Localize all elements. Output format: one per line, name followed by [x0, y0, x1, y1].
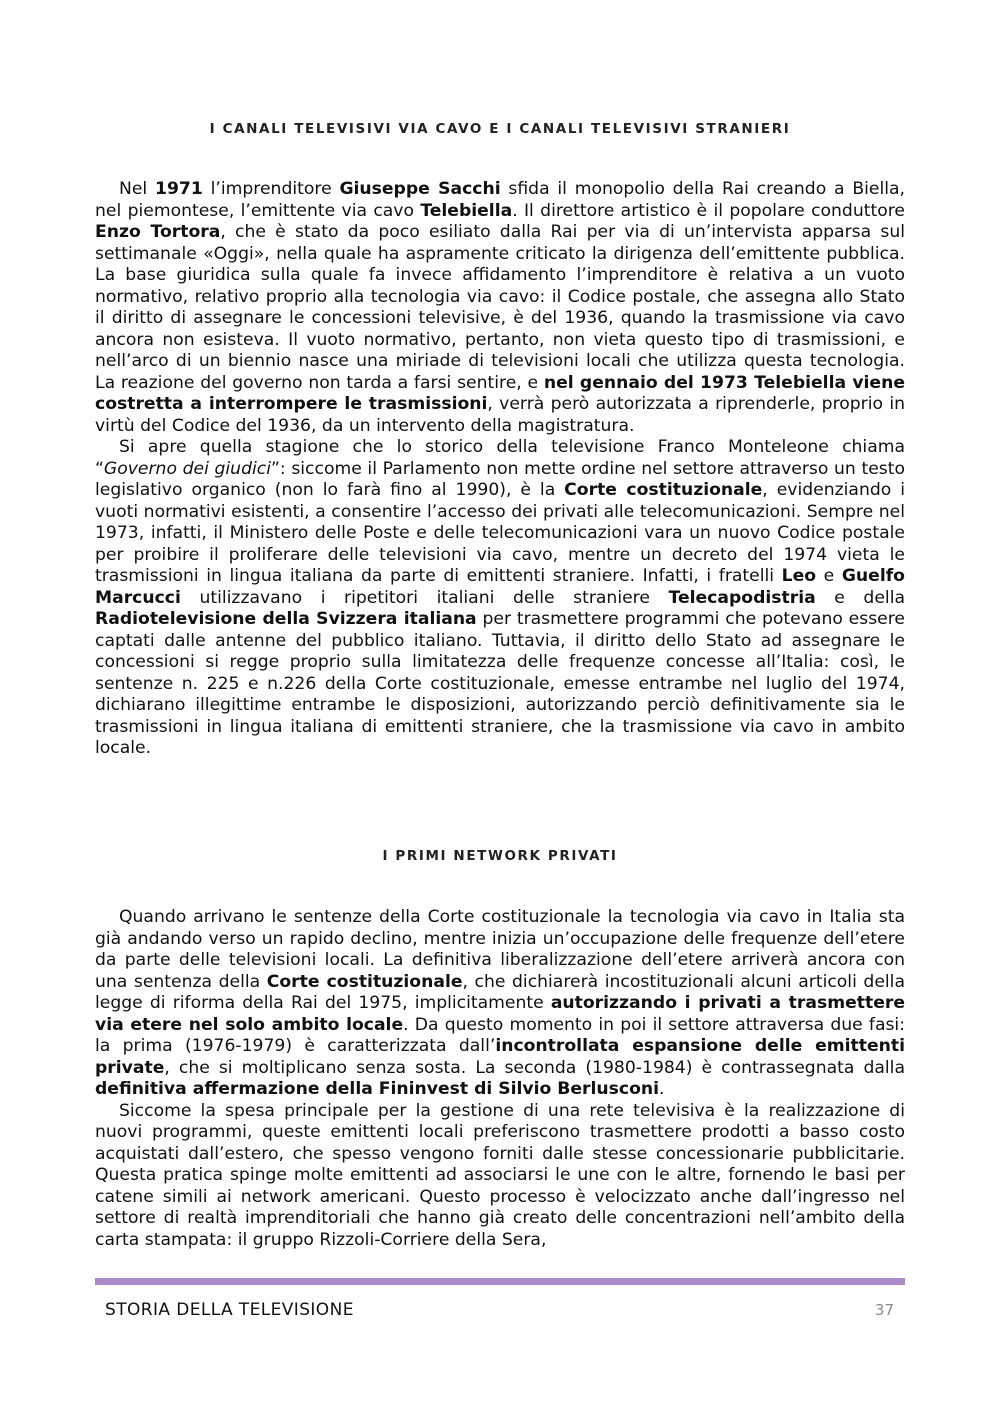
text-run: . Il direttore artistico è il popolare conduttore [512, 200, 905, 221]
text-run: e [816, 566, 842, 586]
bold-text: incontrollata espansione delle emittenti private [95, 1036, 905, 1078]
section-body-private-networks [95, 907, 905, 1251]
paragraph [95, 1101, 905, 1252]
paragraph [95, 907, 905, 1101]
text-run: e della [815, 587, 905, 608]
bold-text: 1971 [155, 179, 203, 199]
bold-text: definitiva affermazione della Fininvest di Silvio Berlusconi [95, 1079, 660, 1099]
italic-text: Governo dei giudici [103, 458, 271, 479]
text-run: ”: siccome il Parlamento non mette ordine nel settore attraverso un testo legislativo organico (non lo farà fino al 1990), è la [95, 458, 905, 500]
text-run: Quando arrivano le sentenze della Corte costituzionale la tecnologia via cavo in Italia sta già andando verso un rapido declino, mentre inizia un’occupazione delle frequenze dell’etere da parte delle televisioni locali. La definitiva liberalizzazione dell’etere arriverà ancora con una sentenza della [95, 907, 905, 992]
text-run: per trasmettere programmi che potevano essere captati dalle antenne del pubblico italiano. Tuttavia, il diritto dello Stato ad assegnare le concessioni si regge proprio sulla limitatezza delle frequenze concesse all’Italia: così, le sentenze n. 225 e n.226 della Corte costituzionale, emesse entrambe nel luglio del 1974, dichiarano illegittime entrambe le disposizioni, autorizzando perciò definitivamente sia le trasmissioni in lingua italiana di emittenti straniere, che la trasmissione via cavo in ambito locale. [95, 609, 905, 758]
bold-text: nel gennaio del 1973 Telebiella viene costretta a interrompere le trasmissioni [95, 372, 905, 414]
bold-text: Corte costituzionale [266, 971, 463, 992]
bold-text: Radiotelevisione della Svizzera italiana [95, 609, 477, 629]
paragraph [95, 179, 905, 437]
text-run: , evidenziando i vuoti normativi esistenti, a consentire l’accesso dei privati alle telecomunicazioni. Sempre nel 1973, infatti, il Ministero delle Poste e delle telecomunicazioni vara un nuovo Codice postale per proibire il proliferare delle televisioni via cavo, mentre un decreto del 1974 vieta le trasmissioni in lingua italiana da parte di emittenti straniere. Infatti, i fratelli [95, 480, 905, 586]
section-heading-private-networks: I PRIMI NETWORK PRIVATI [382, 848, 618, 864]
section-heading-cable-tv: I CANALI TELEVISIVI VIA CAVO E I CANALI TELEVISIVI STRANIERI [209, 121, 791, 137]
bold-text: autorizzando i privati a trasmettere via etere nel solo ambito locale [95, 993, 905, 1035]
bold-text: Leo [781, 566, 817, 586]
bold-text: Telecapodistria [668, 587, 816, 608]
bold-text: Giuseppe Sacchi [339, 179, 501, 199]
text-run: l’imprenditore [202, 179, 340, 199]
bold-text: Corte costituzionale [564, 480, 763, 500]
text-run: Nel [119, 179, 155, 199]
bold-text: Telebiella [420, 200, 513, 221]
text-run: . [659, 1079, 665, 1099]
footer-divider [95, 1278, 905, 1285]
text-run: Si apre quella stagione che lo storico della televisione Franco Monteleone chiama “ [95, 437, 905, 479]
page-number: 37 [874, 1301, 894, 1319]
text-run: . Da questo momento in poi il settore attraversa due fasi: la prima (1976-1979) è caratterizzata dall’ [95, 1014, 905, 1056]
footer-book-title: STORIA DELLA TELEVISIONE [105, 1300, 354, 1320]
paragraph [95, 437, 905, 760]
text-run: , verrà però autorizzata a riprenderle, proprio in virtù del Codice del 1936, da un intervento della magistratura. [95, 394, 906, 436]
text-run: , che è stato da poco esiliato dalla Rai per via di un’intervista apparsa sul settimanale «Oggi», nella quale ha aspramente criticato la dirigenza dell’emittente pubblica. La base giuridica sulla quale fa invece affidamento l’imprenditore è relativa a un vuoto normativo, relativo proprio alla tecnologia via cavo: il Codice postale, che assegna allo Stato il diritto di assegnare le concessioni televisive, è del 1936, quando la trasmissione via cavo ancora non esisteva. Il vuoto normativo, pertanto, non vieta questo tipo di trasmissioni, e nell’arco di un biennio nasce una miriade di televisioni locali che utilizza questa tecnologia. La reazione del governo non tarda a farsi sentire, e [95, 222, 905, 393]
section-body-cable-tv [95, 179, 905, 760]
bold-text: Enzo Tortora [95, 222, 221, 242]
text-run: utilizzavano i ripetitori italiani delle straniere [180, 587, 669, 608]
bold-text: Guelfo Marcucci [95, 566, 905, 608]
text-run: , che si moltiplicano senza sosta. La seconda (1980-1984) è contrassegnata dalla [164, 1057, 905, 1078]
text-run: Siccome la spesa principale per la gestione di una rete televisiva è la realizzazione di nuovi programmi, queste emittenti locali preferiscono trasmettere prodotti a basso costo acquistati dall’estero, che spesso vengono forniti dalle stesse concessionarie pubblicitarie. Questa pratica spinge molte emittenti ad associarsi le une con le altre, fornendo le basi per catene simili ai network americani. Questo processo è velocizzato anche dall’ingresso nel settore di realtà imprenditoriali che hanno già creato delle concentrazioni nell’ambito della carta stampata: il gruppo Rizzoli-Corriere della Sera, [95, 1100, 905, 1250]
text-run: sfida il monopolio della Rai creando a Biella, nel piemontese, l’emittente via cavo [95, 179, 906, 221]
text-run: , che dichiarerà incostituzionali alcuni articoli della legge di riforma della Rai del 1975, implicitamente [95, 971, 905, 1013]
